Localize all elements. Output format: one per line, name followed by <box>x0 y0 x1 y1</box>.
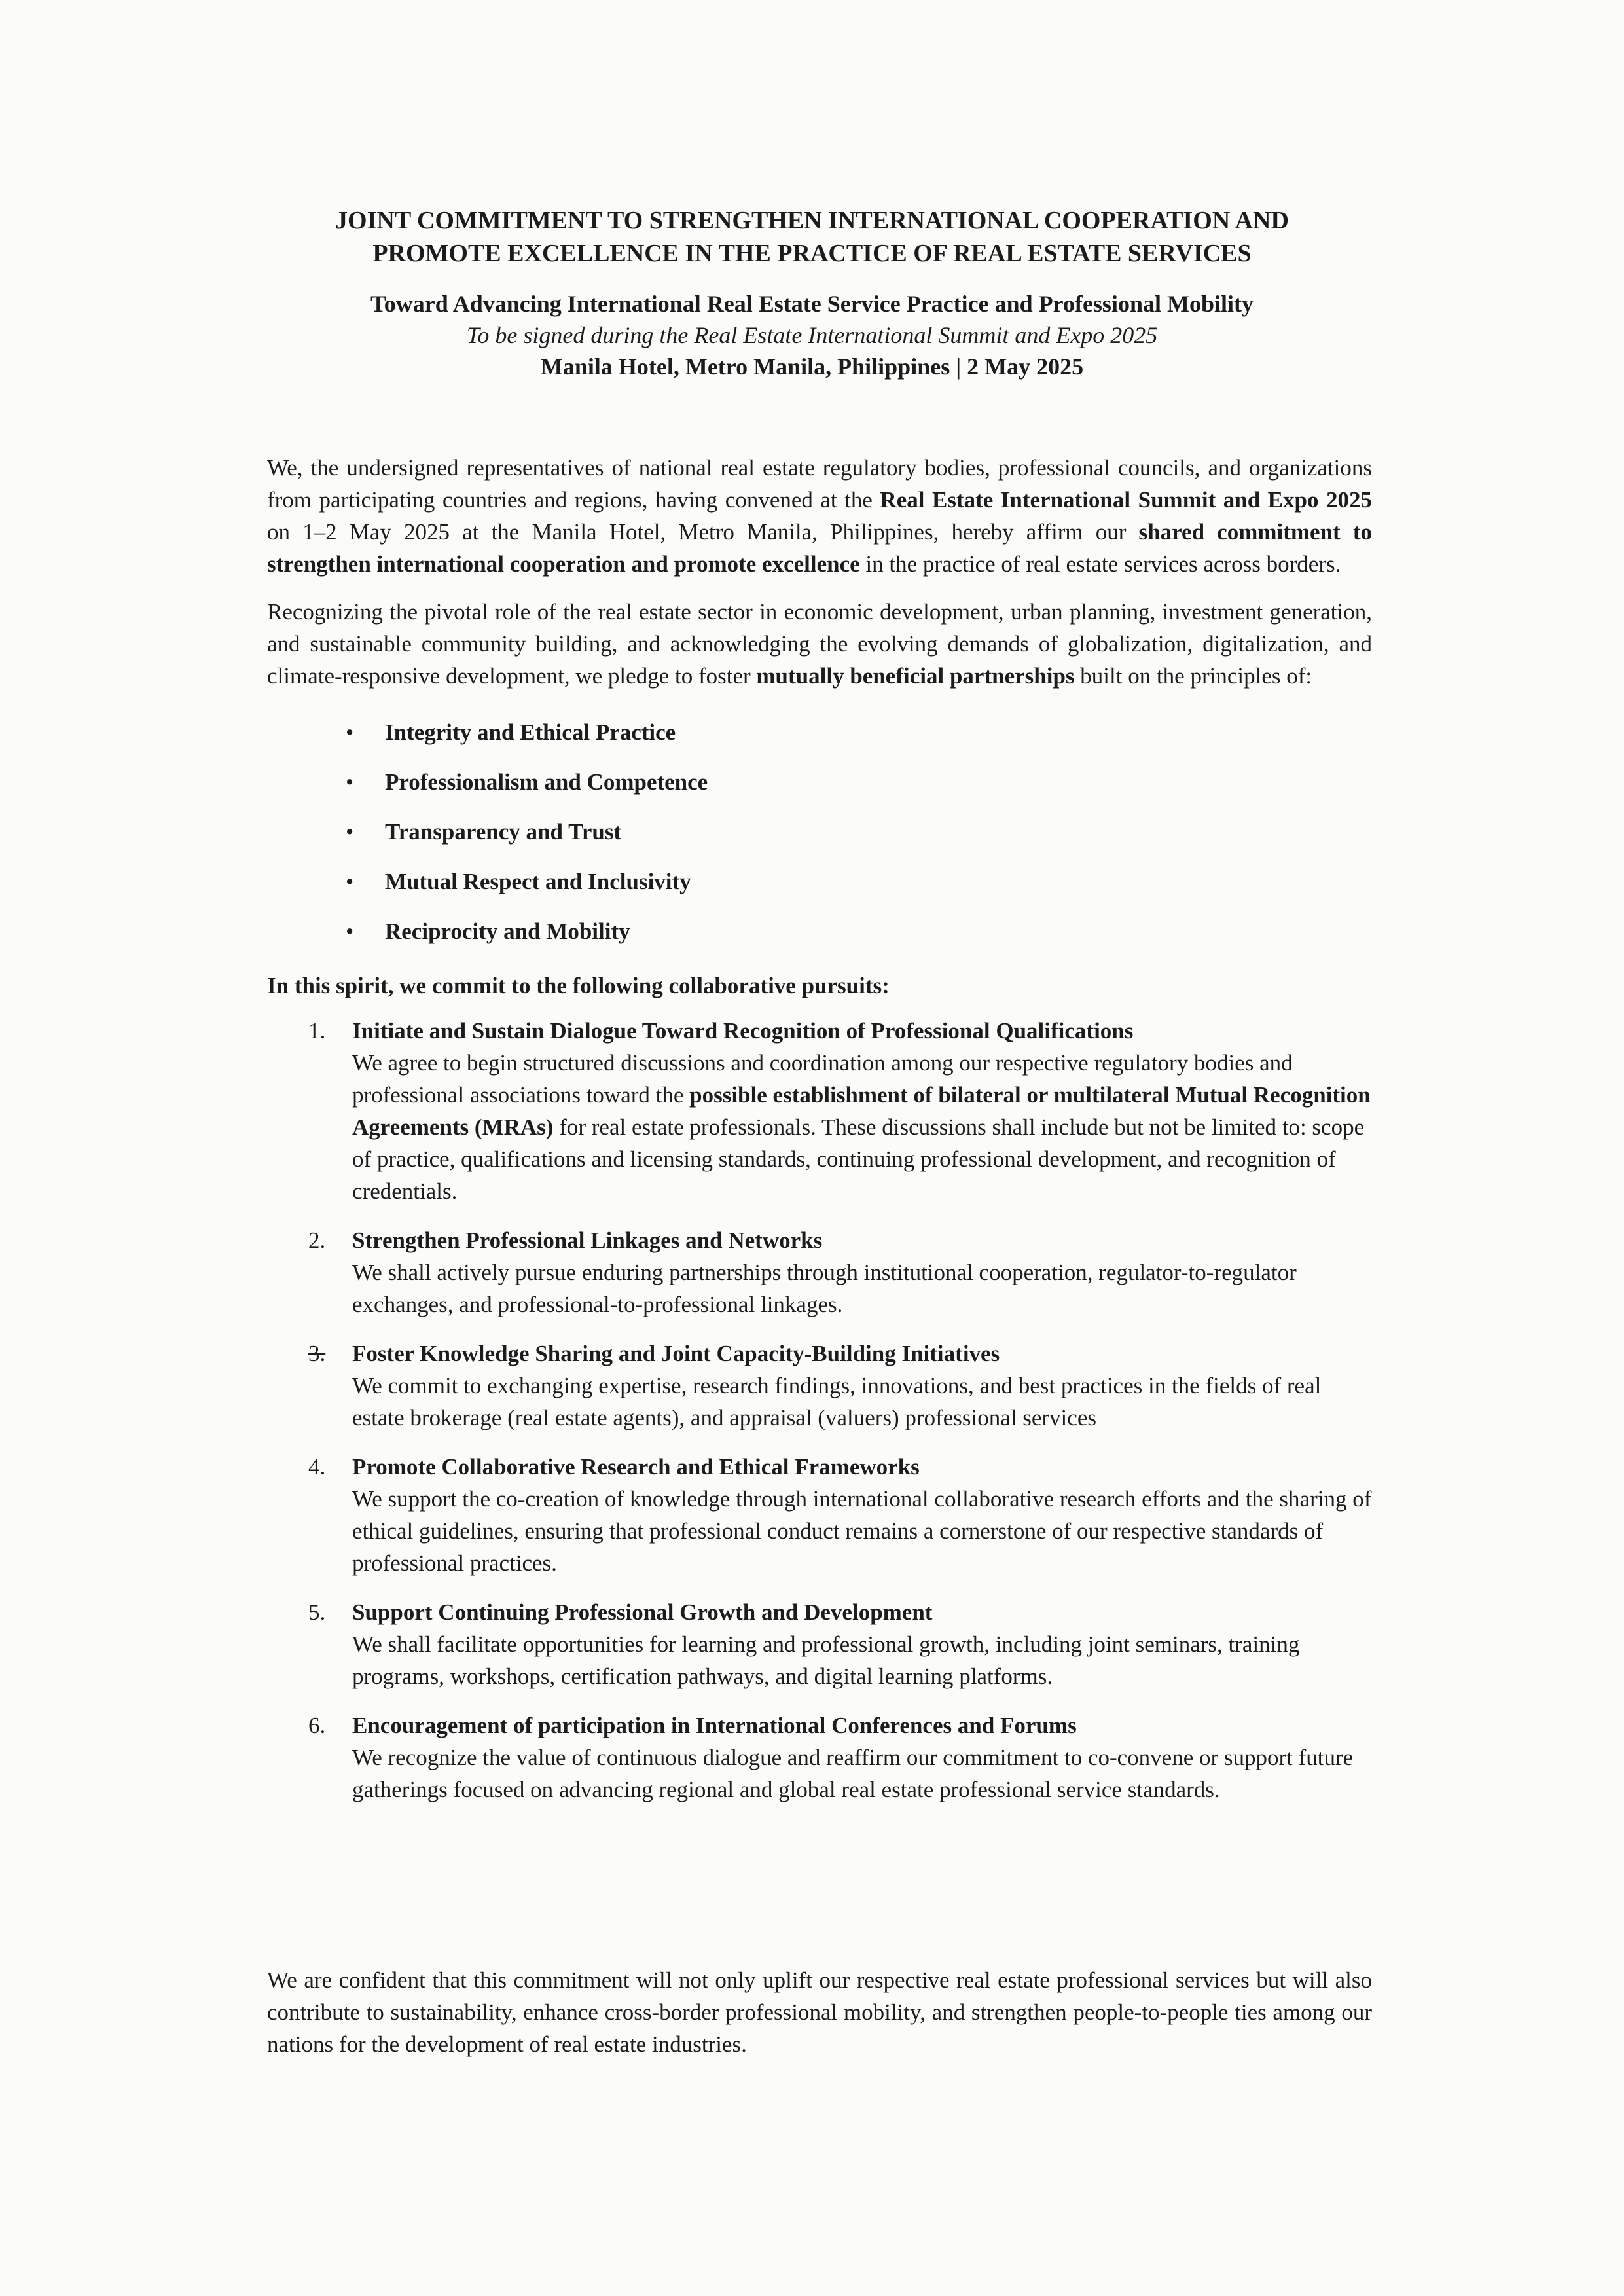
commitment-bold: possible establishment of bilateral or multilateral Mutual Recognition Agreements (MRAs) <box>352 1082 1371 1140</box>
signing-note: To be signed during the Real Estate International Summit and Expo 2025 <box>466 322 1158 348</box>
principles-list <box>267 708 1372 957</box>
principle-item: • Reciprocity and Mobility <box>346 907 1372 957</box>
principle-item: • Professionalism and Competence <box>346 757 1372 807</box>
commitment-title: Encouragement of participation in International Conferences and Forums <box>352 1713 1077 1738</box>
intro-text-3: in the practice of real estate services across borders. <box>859 551 1341 577</box>
principle-item: • Mutual Respect and Inclusivity <box>346 857 1372 907</box>
title-line-1: JOINT COMMITMENT TO STRENGTHEN INTERNATIONAL COOPERATION AND <box>335 207 1289 234</box>
recognizing-bold-1: mutually beneficial partnerships <box>756 663 1075 689</box>
principle-item: • Transparency and Trust <box>346 807 1372 857</box>
intro-text-2: on 1–2 May 2025 at the Manila Hotel, Metro Manila, Philippines, hereby affirm our <box>267 519 1139 545</box>
commitment-number: 6. <box>308 1713 326 1738</box>
commitment-title: Foster Knowledge Sharing and Joint Capacity-Building Initiatives <box>352 1341 1000 1366</box>
subtitle-block <box>262 288 1362 382</box>
commitment-text: We agree to begin structured discussions and coordination among our respective regulatory bodies and professional associations toward the <box>352 1050 1293 1108</box>
commitments-list <box>267 1015 1372 1806</box>
commitment-text: We support the co-creation of knowledge through international collaborative research efforts and the sharing of ethical guidelines, ensuring that professional conduct remains a cornerstone of our respective standards of professional practices. <box>352 1486 1372 1576</box>
recognizing-text-2: built on the principles of: <box>1074 663 1312 689</box>
commitment-number: 4. <box>308 1454 326 1480</box>
commitment-number: 2. <box>308 1228 326 1253</box>
intro-paragraph <box>267 452 1372 580</box>
commitment-title: Initiate and Sustain Dialogue Toward Recognition of Professional Qualifications <box>352 1018 1134 1044</box>
document-title <box>262 204 1362 270</box>
commitment-title: Promote Collaborative Research and Ethical Frameworks <box>352 1454 920 1480</box>
commitment-text: for real estate professionals. These discussions shall include but not be limited to: scope of practice, qualifications and licensing standards, continuing professional development, and recognition of credentials. <box>352 1114 1365 1204</box>
commitment-text: We commit to exchanging expertise, research findings, innovations, and best practices in the fields of real estate brokerage (real estate agents), and appraisal (valuers) professional services <box>352 1373 1322 1430</box>
principle-item: • Integrity and Ethical Practice <box>346 708 1372 757</box>
commitment-number: 3. <box>308 1341 326 1366</box>
commitment-item <box>303 1709 1372 1806</box>
subtitle: Toward Advancing International Real Estate Service Practice and Professional Mobility <box>370 291 1254 317</box>
commitment-item <box>303 1338 1372 1434</box>
commitment-title: Strengthen Professional Linkages and Networks <box>352 1228 823 1253</box>
commitment-text: We shall facilitate opportunities for learning and professional growth, including joint seminars, training programs, workshops, certification pathways, and digital learning platforms. <box>352 1631 1300 1689</box>
commitments-intro: In this spirit, we commit to the following collaborative pursuits: <box>267 973 890 998</box>
commitment-number: 1. <box>308 1018 326 1044</box>
commitment-text: We recognize the value of continuous dialogue and reaffirm our commitment to co-convene or support future gatherings focused on advancing regional and global real estate professional service standards. <box>352 1745 1354 1802</box>
intro-bold-2: shared commitment to strengthen international cooperation and promote excellence <box>267 519 1372 577</box>
commitment-text: We shall actively pursue enduring partnerships through institutional cooperation, regulator-to-regulator exchanges, and professional-to-professional linkages. <box>352 1260 1297 1317</box>
recognizing-paragraph <box>267 596 1372 692</box>
venue-date: Manila Hotel, Metro Manila, Philippines | 2 May 2025 <box>540 354 1084 380</box>
commitment-title: Support Continuing Professional Growth and Development <box>352 1599 933 1625</box>
recognizing-text-1: Recognizing the pivotal role of the real estate sector in economic development, urban planning, investment generation, and sustainable community building, and acknowledging the evolving demands of globalization, digitalization, and climate-responsive development, we pledge to foster <box>267 599 1372 689</box>
title-line-2: PROMOTE EXCELLENCE IN THE PRACTICE OF REAL ESTATE SERVICES <box>372 240 1252 267</box>
document-body <box>267 452 1372 1823</box>
intro-bold-1: Real Estate International Summit and Expo 2025 <box>880 487 1372 513</box>
intro-text-1: We, the undersigned representatives of national real estate regulatory bodies, professional councils, and organizations from participating countries and regions, having convened at the <box>267 455 1372 513</box>
commitment-item <box>303 1451 1372 1579</box>
commitment-item <box>303 1015 1372 1207</box>
closing-paragraph: We are confident that this commitment will not only uplift our respective real estate professional services but will also contribute to sustainability, enhance cross-border professional mobility, and strengthen people-to-people ties among our nations for the development of real estate industries. <box>267 1967 1372 2057</box>
commitment-item <box>303 1596 1372 1692</box>
commitment-number: 5. <box>308 1599 326 1625</box>
commitment-item <box>303 1224 1372 1321</box>
